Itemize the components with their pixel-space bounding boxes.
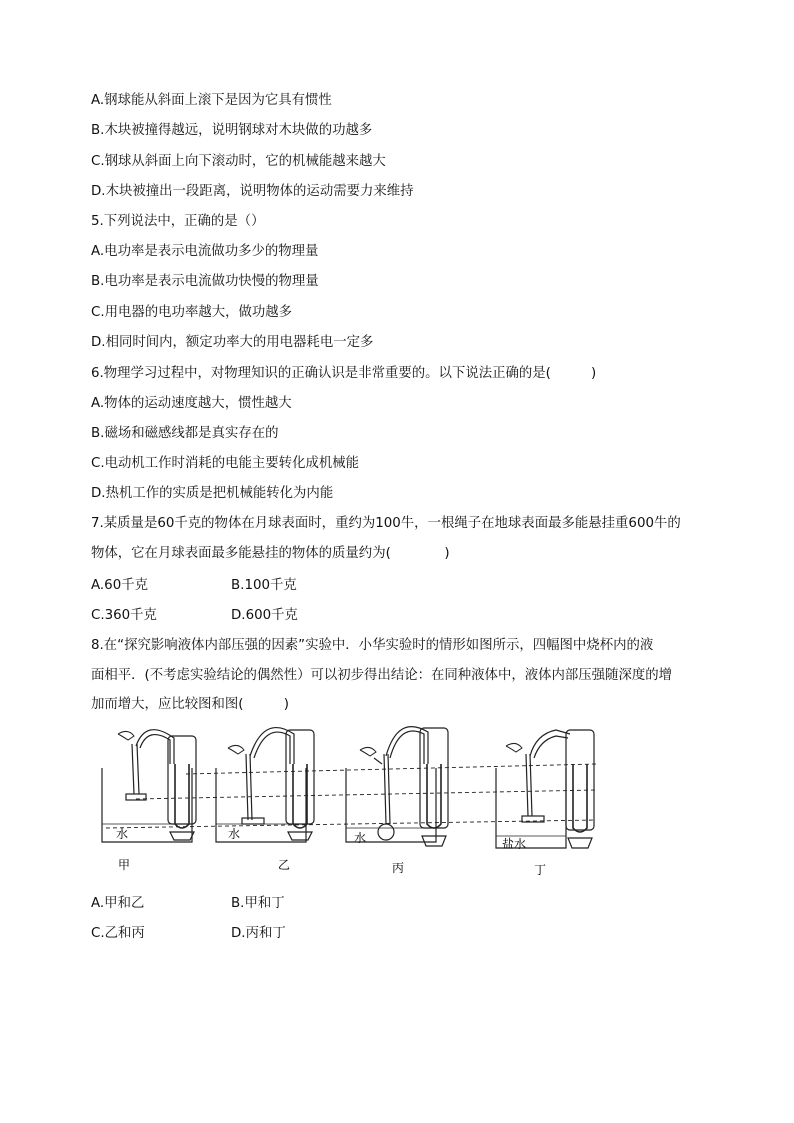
liquid-label-bing: 水 [354,831,367,845]
figure-label-jia: 甲 [118,858,131,872]
q6-option-c: C.电动机工作时消耗的电能主要转化成机械能 [91,456,360,471]
q6-stem: 6.物理学习过程中，对物理知识的正确认识是非常重要的。以下说法正确的是( ) [91,366,597,381]
q6-option-d: D.热机工作的实质是把机械能转化为内能 [91,486,334,501]
q7-option-b: B.100千克 [231,578,297,593]
hand-icon [118,731,134,740]
q7-option-a: A.60千克 [91,578,149,593]
hand-icon [506,743,522,752]
q4-option-d: D.木块被撞出一段距离，说明物体的运动需要力来维持 [91,184,414,199]
hand-icon [228,745,244,754]
q5-option-d: D.相同时间内，额定功率大的用电器耗电一定多 [91,335,374,350]
q7-stem-line2: 物体，它在月球表面最多能悬挂的物体的质量约为( ) [91,546,450,561]
pressure-experiment-figure [96,724,616,884]
setup-jia [102,730,196,842]
q8-stem-line1: 8.在“探究影响液体内部压强的因素”实验中．小华实验时的情形如图所示，四幅图中烧杯内的液 [91,638,654,653]
q8-option-a: A.甲和乙 [91,896,145,911]
probe-icon [242,818,264,824]
setup-yi [216,728,314,842]
q6-option-b: B.磁场和磁感线都是真实存在的 [91,426,279,441]
q8-stem-line2: 面相平．(不考虑实验结论的偶然性）可以初步得出结论：在同种液体中，液体内部压强随深度的增 [91,668,673,683]
probe-icon [126,794,146,800]
q8-option-c: C.乙和丙 [91,926,145,941]
q5-option-b: B.电功率是表示电流做功快慢的物理量 [91,274,319,289]
q5-option-a: A.电功率是表示电流做功多少的物理量 [91,244,319,259]
liquid-label-yi: 水 [228,827,241,841]
hand-icon [360,747,376,756]
q4-option-c: C.钢球从斜面上向下滚动时，它的机械能越来越大 [91,154,386,169]
figure-label-yi: 乙 [278,858,291,872]
q4-option-b: B.木块被撞得越远，说明钢球对木块做的功越多 [91,123,373,138]
q4-option-a: A.钢球能从斜面上滚下是因为它具有惯性 [91,93,332,108]
setup-ding [496,730,594,848]
q5-stem: 5.下列说法中，正确的是（） [91,214,265,229]
liquid-label-ding: 盐水 [502,837,527,851]
liquid-label-jia: 水 [116,827,129,841]
q8-option-d: D.丙和丁 [231,926,286,941]
setup-bing [346,727,448,846]
q7-option-c: C.360千克 [91,608,157,623]
q7-stem-line1: 7.某质量是60千克的物体在月球表面时，重约为100牛，一根绳子在地球表面最多能悬挂重600牛的 [91,516,681,531]
q6-option-a: A.物体的运动速度越大，惯性越大 [91,396,292,411]
figure-label-ding: 丁 [534,863,547,877]
q7-option-d: D.600千克 [231,608,298,623]
figure-label-bing: 丙 [392,861,405,875]
probe-icon [378,824,394,840]
dashed-line-top [186,764,596,774]
q5-option-c: C.用电器的电功率越大，做功越多 [91,305,293,320]
q8-option-b: B.甲和丁 [231,896,285,911]
q8-stem-line3: 加而增大，应比较图和图( ) [91,697,289,712]
